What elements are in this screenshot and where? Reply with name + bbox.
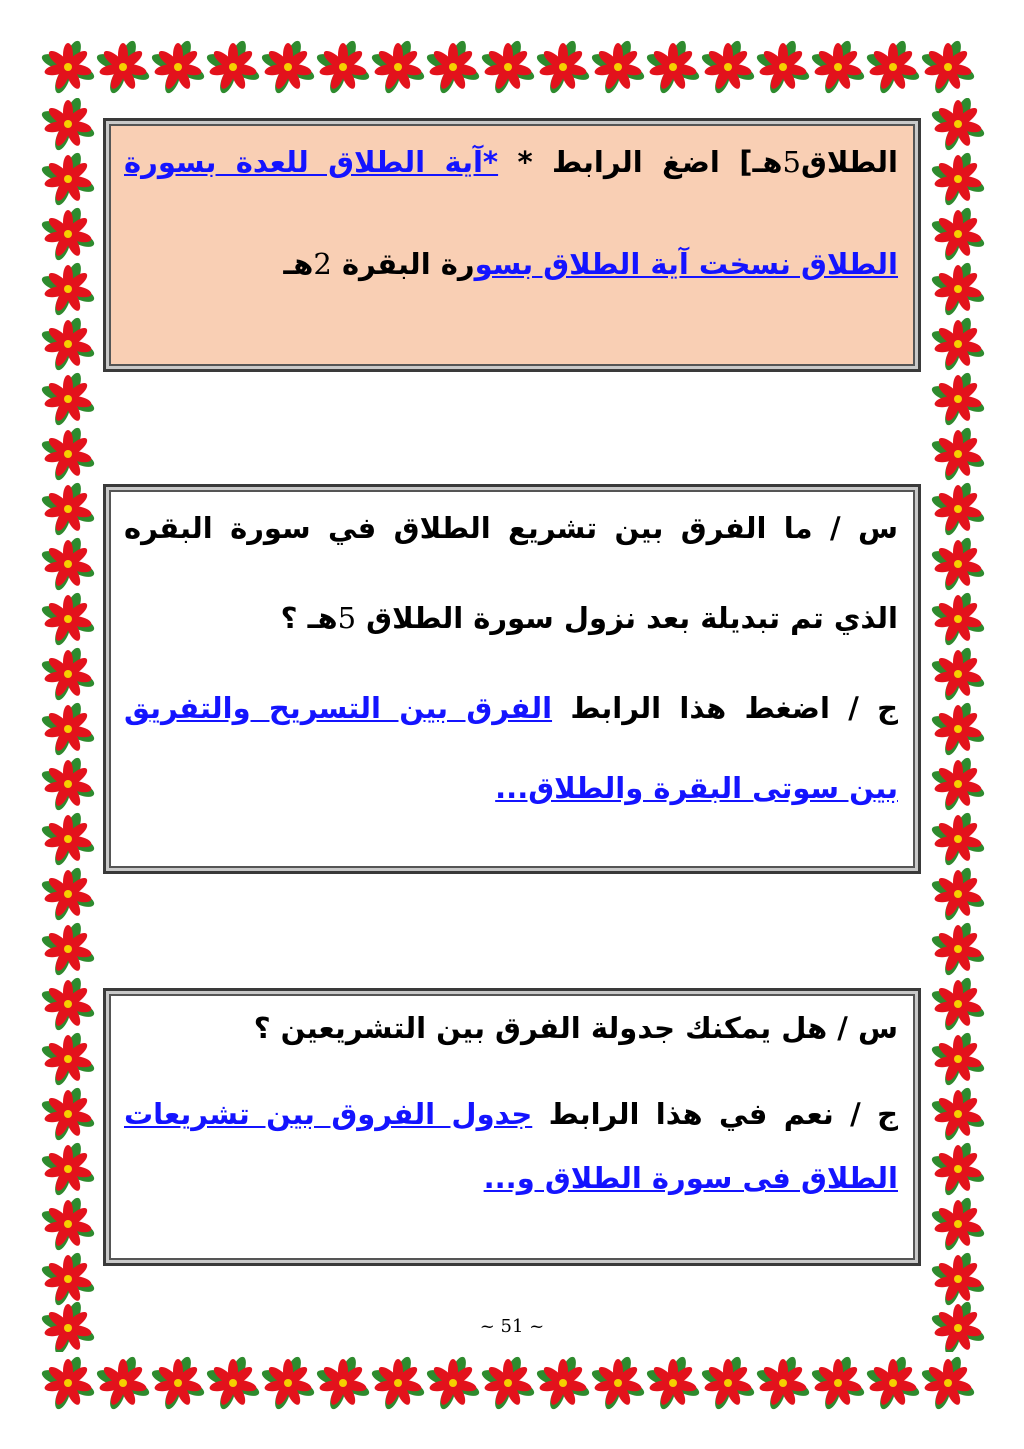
box2-answer-line2: [124, 769, 898, 807]
info-box-links: [103, 118, 921, 372]
box2-answer-line1: ج / اضغط هذا الرابط الفرق بين التسريح والتفريق: [124, 691, 898, 725]
qa-box-difference: [103, 484, 921, 874]
box1-line2: الطلاق نسخت آية الطلاق بسورة البقرة 2هـ: [283, 247, 898, 281]
page-number: ~ 51 ~: [479, 1316, 545, 1337]
link-baqarah-talaq[interactable]: بين سوتى البقرة والطلاق...: [495, 771, 898, 805]
box3-answer-line2: [124, 1159, 898, 1197]
box3-question-line1: س / هل يمكنك جدولة الفرق بين التشريعين ؟: [253, 1011, 898, 1045]
box3-answer-line1: ج / نعم في هذا الرابط جدول الفروق بين تشريعات: [124, 1097, 898, 1131]
link-table-differences[interactable]: جدول الفروق بين تشريعات: [124, 1097, 533, 1131]
link-difference-tasrih-tafriq[interactable]: الفرق بين التسريح والتفريق: [124, 691, 553, 725]
poinsettia-icon-row: [40, 36, 986, 98]
poinsettia-icon-column: [40, 98, 96, 1352]
link-talaq-verse-iddah[interactable]: *آية الطلاق للعدة بسورة: [124, 145, 499, 179]
decorative-border-right: [930, 98, 986, 1352]
link-talaq-surah[interactable]: الطلاق فى سورة الطلاق و...: [483, 1161, 898, 1195]
box2-question-line1: س / ما الفرق بين تشريع الطلاق في سورة البقره: [124, 511, 898, 545]
decorative-border-top: [40, 36, 986, 98]
decorative-border-left: [40, 98, 96, 1352]
box1-line1: الطلاق5هـ] اضغ الرابط * *آية الطلاق للعدة بسورة: [124, 145, 898, 179]
decorative-border-bottom: [40, 1352, 986, 1414]
qa-box-table: [103, 988, 921, 1266]
poinsettia-icon-column: [930, 98, 986, 1352]
link-talaq-abrogation[interactable]: الطلاق نسخت آية الطلاق بسو: [474, 247, 898, 281]
poinsettia-icon-row: [40, 1352, 986, 1414]
box2-question-line2: الذي تم تبديلة بعد نزول سورة الطلاق 5هـ ؟: [280, 601, 898, 635]
